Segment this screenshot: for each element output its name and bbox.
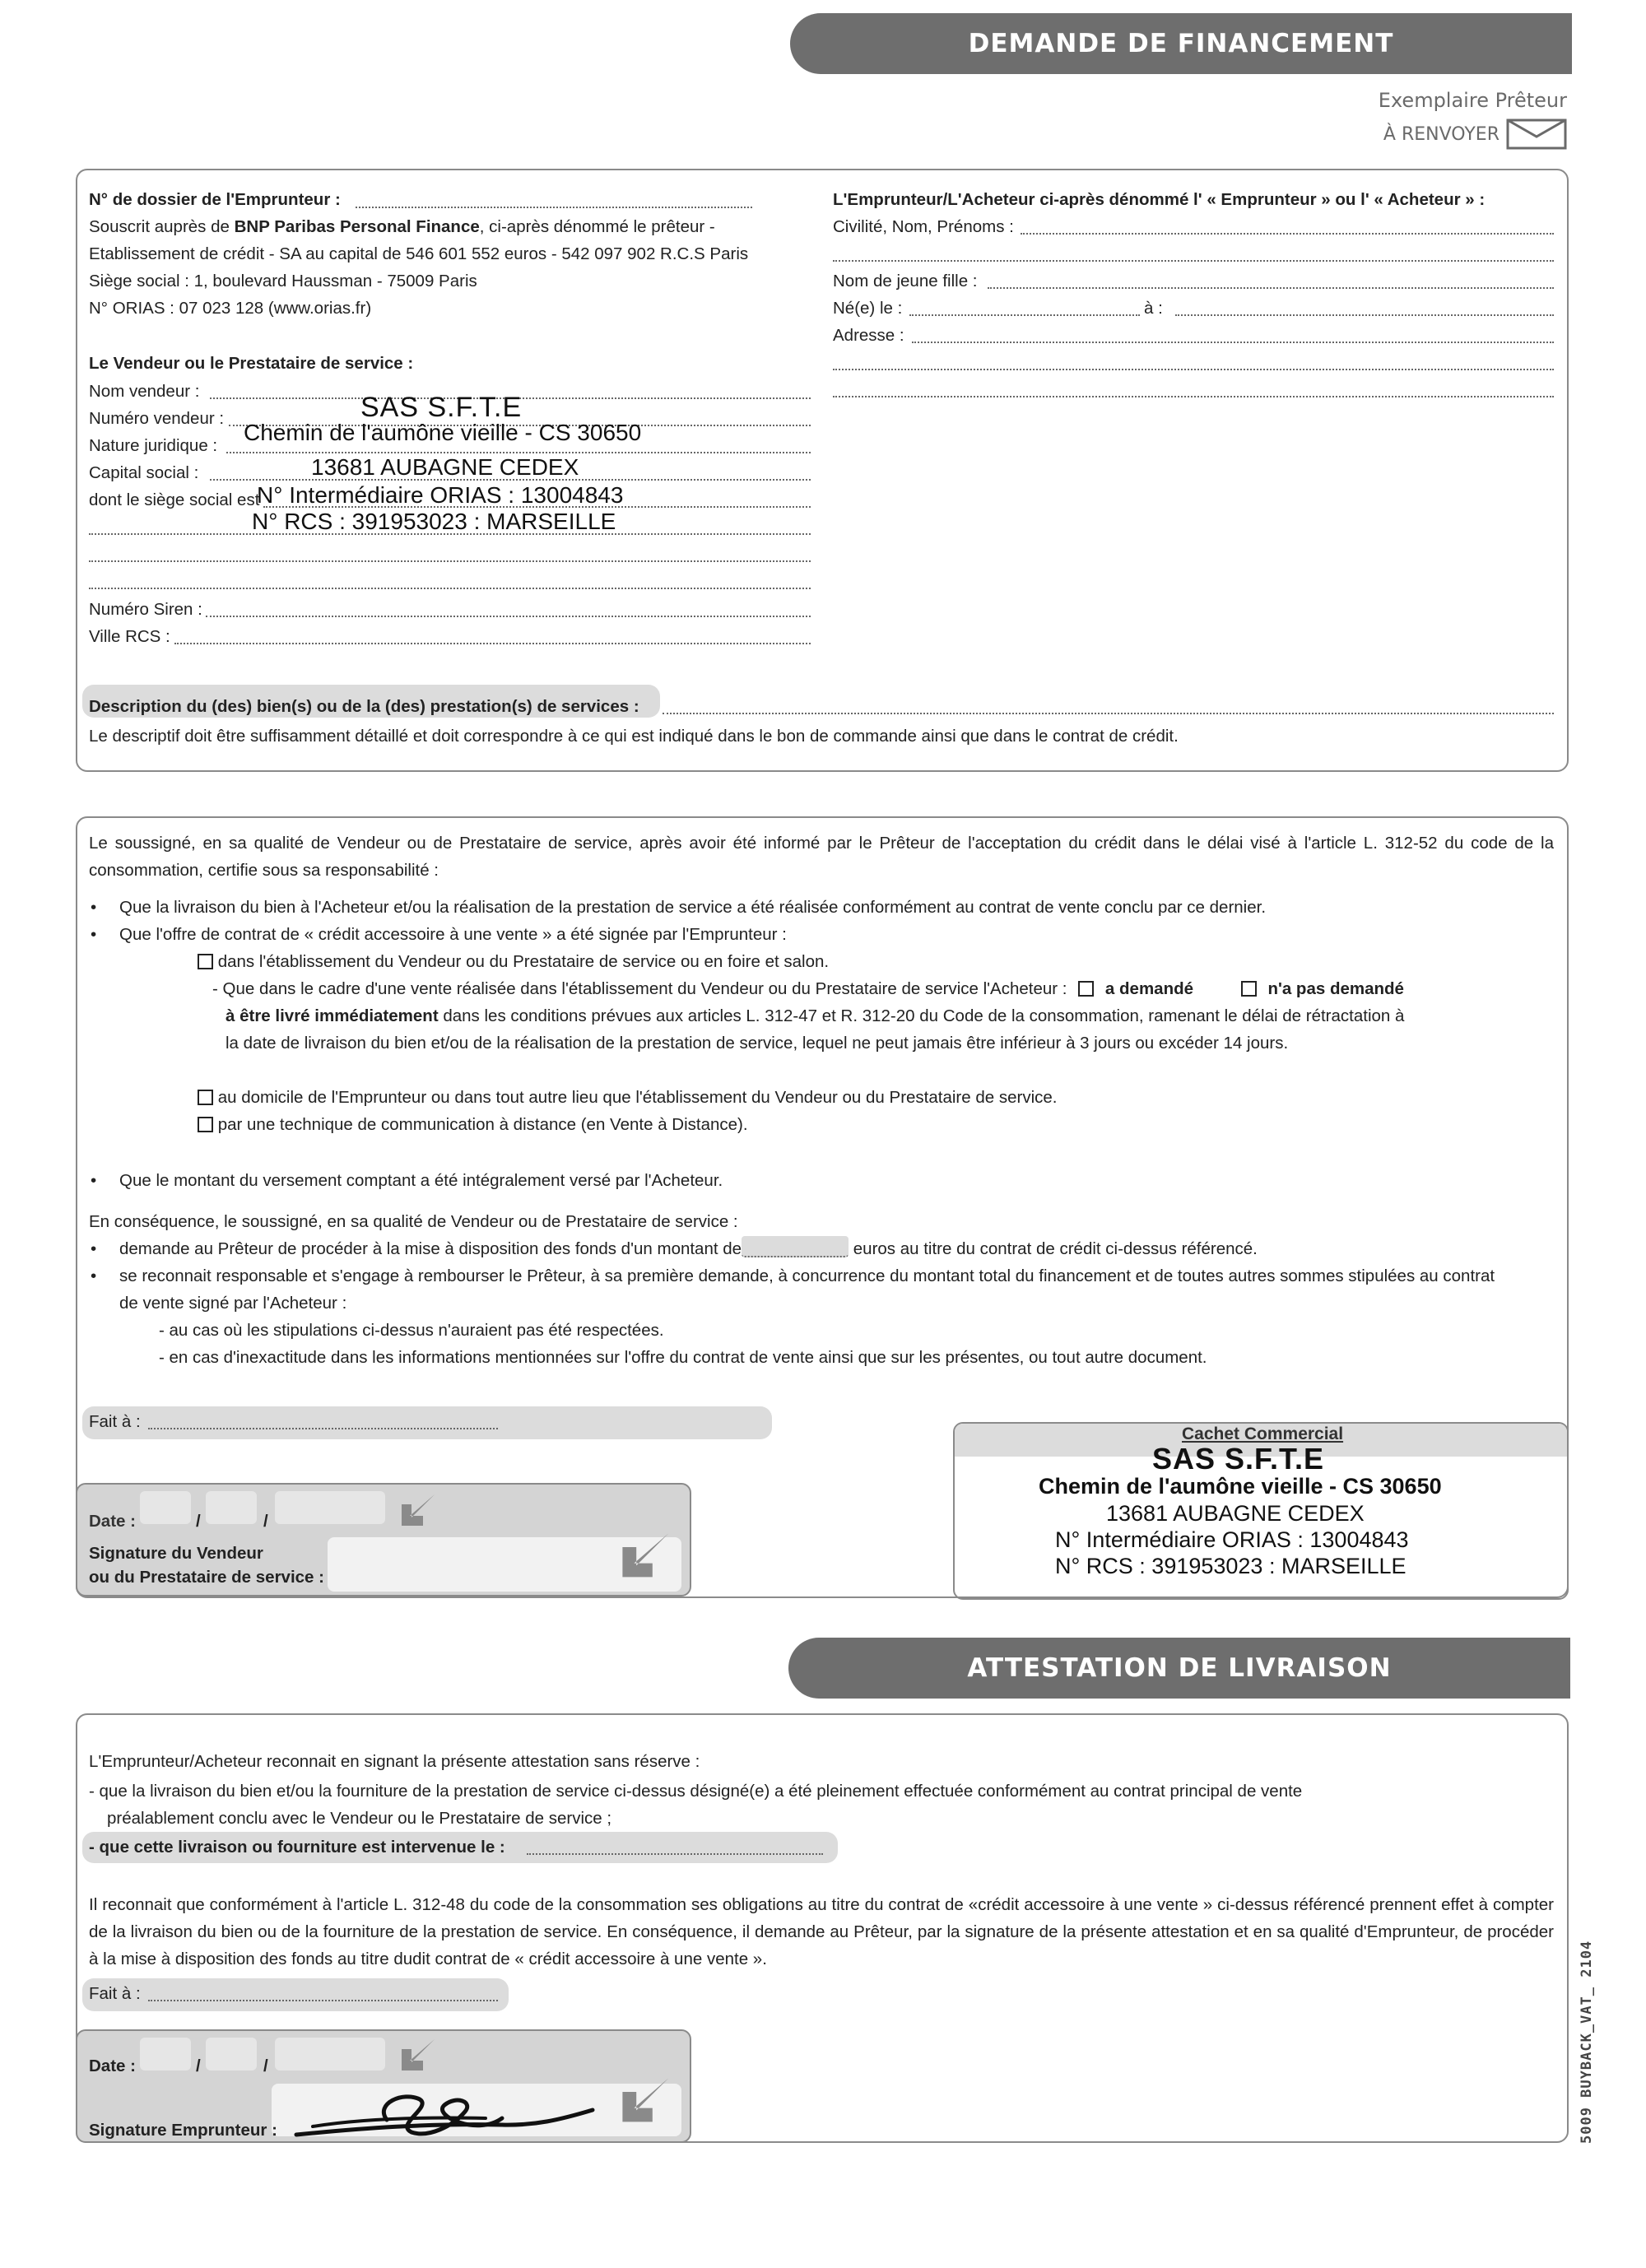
fait-a-emprunteur-highlight: [82, 1978, 509, 2011]
borrower-date-label: Date :: [89, 2057, 136, 2075]
fait-a-vendeur-field[interactable]: [148, 1428, 498, 1429]
exemplaire-label: Exemplaire Prêteur: [1378, 89, 1567, 112]
description-label: Description du (des) bien(s) ou de la (des) prestation(s) de services :: [89, 697, 639, 716]
renvoyer-label: À RENVOYER: [1383, 119, 1567, 150]
dossier-label: N° de dossier de l'Emprunteur :: [89, 190, 341, 209]
cachet-stamp-name: SAS S.F.T.E: [1152, 1442, 1325, 1476]
vendor-stamp-name: SAS S.F.T.E: [360, 392, 523, 423]
siren-field[interactable]: [206, 616, 811, 617]
vendor-date-year[interactable]: [275, 1491, 385, 1524]
ville-rcs-label: Ville RCS :: [89, 627, 170, 646]
siren-label: Numéro Siren :: [89, 600, 202, 619]
banner-title: DEMANDE DE FINANCEMENT: [968, 29, 1394, 58]
attestation-intro: L'Emprunteur/Acheteur reconnait en signant la présente attestation sans réserve :: [89, 1752, 700, 1771]
demande-financement-banner: [790, 13, 1572, 74]
siege-line-4: [89, 588, 811, 589]
siege-line-3: [89, 560, 811, 562]
livre-immediatement-line: à être livré immédiatement dans les conditions prévues aux articles L. 312-47 et R. 312-20 du Code de la consommation, ramenant le délai de rétractation à: [226, 1006, 1405, 1025]
livraison-date-field[interactable]: [527, 1853, 823, 1855]
civilite-field-2[interactable]: [833, 260, 1554, 262]
numero-vendeur-label: Numéro vendeur :: [89, 409, 225, 428]
vendor-stamp-orias: N° Intermédiaire ORIAS : 13004843: [257, 482, 624, 508]
a-label: à :: [1144, 299, 1163, 318]
civilite-field[interactable]: [1021, 233, 1554, 235]
checkbox-a-demande[interactable]: [1078, 981, 1094, 997]
lender-line2: Etablissement de crédit - SA au capital de 546 601 552 euros - 542 097 902 R.C.S Paris: [89, 244, 749, 263]
bullet-reconnait: • se reconnait responsable et s'engage à rembourser le Prêteur, à sa première demande, à concurrence du montant total du financement et de toutes autres sommes stipulées au contrat: [119, 1262, 1495, 1290]
attestation-paragraph: Il reconnait que conformément à l'article L. 312-48 du code de la consommation ses obligations au titre du contrat de «crédit accessoire à une vente » ci-dessus référencé prennent effet à compter de la livraison du bien ou de la fourniture de la prestation de service. En conséquence, il demande au Prêteur, par la signature de la présente attestation et en sa qualité d'Emprunteur, de procéder à la mise à disposition des fonds au titre dudit contrat de « crédit accessoire à une vente ».: [89, 1895, 1554, 1968]
vendor-date-day[interactable]: [140, 1491, 191, 1524]
vendor-stamp-city: 13681 AUBAGNE CEDEX: [311, 454, 579, 480]
jeune-fille-field[interactable]: [988, 287, 1554, 289]
lender-line4: N° ORIAS : 07 023 128 (www.orias.fr): [89, 299, 372, 318]
vendor-date-label: Date :: [89, 1512, 136, 1531]
attestation-item2: - que cette livraison ou fourniture est intervenue le :: [89, 1838, 505, 1857]
siege-social-label: dont le siège social est: [89, 490, 260, 509]
option-domicile[interactable]: au domicile de l'Emprunteur ou dans tout autre lieu que l'établissement du Vendeur ou du Prestataire de service.: [198, 1084, 1057, 1111]
envelope-icon: [1506, 119, 1567, 150]
cachet-stamp-orias: N° Intermédiaire ORIAS : 13004843: [1055, 1527, 1409, 1552]
cachet-stamp-address: Chemin de l'aumône vieille - CS 30650: [1039, 1474, 1442, 1499]
cachet-stamp-city: 13681 AUBAGNE CEDEX: [1106, 1501, 1365, 1526]
reconnait-line-2: de vente signé par l'Acheteur :: [119, 1294, 347, 1313]
borrower-date-month[interactable]: [206, 2038, 257, 2070]
bullet-versement: • Que le montant du versement comptant a été intégralement versé par l'Acheteur.: [119, 1167, 723, 1194]
checkbox-etablissement[interactable]: [198, 954, 213, 969]
handwritten-signature: [288, 2087, 601, 2145]
form-code: 5009 BUYBACK_VAT_ 2104: [1579, 1940, 1595, 2144]
arrow-down-left-icon: [616, 1524, 673, 1582]
attestation-livraison-banner: [788, 1638, 1570, 1699]
ne-le-label: Né(e) le :: [833, 299, 903, 318]
fait-a-vendeur-label: Fait à :: [89, 1412, 141, 1431]
vendor-stamp-rcs: N° RCS : 391953023 : MARSEILLE: [252, 509, 616, 534]
nature-juridique-label: Nature juridique :: [89, 436, 218, 455]
adresse-field-3[interactable]: [833, 396, 1554, 397]
vendor-signature-label: Signature du Vendeur ou du Prestataire de service :: [89, 1544, 324, 1587]
lender-line3: Siège social : 1, boulevard Haussman - 75009 Paris: [89, 272, 477, 290]
fait-a-emprunteur-field[interactable]: [148, 2000, 498, 2001]
description-note: Le descriptif doit être suffisamment détaillé et doit correspondre à ce qui est indiqué dans le bon de commande ainsi que dans le contrat de crédit.: [89, 727, 1179, 746]
delai-line: la date de livraison du bien et/ou de la réalisation de la prestation de service, lequel ne peut jamais être inférieur à 3 jours ou excéder 14 jours.: [226, 1034, 1289, 1053]
montant-field[interactable]: [742, 1236, 849, 1257]
date-slash: /: [196, 2057, 201, 2075]
vendor-date-month[interactable]: [206, 1491, 257, 1524]
adresse-field-2[interactable]: [833, 369, 1554, 370]
borrower-date-day[interactable]: [140, 2038, 191, 2070]
description-field[interactable]: [663, 713, 1554, 714]
ville-rcs-field[interactable]: [174, 643, 811, 644]
date-slash: /: [263, 1512, 268, 1531]
bullet-offre: • Que l'offre de contrat de « crédit accessoire à une vente » a été signée par l'Emprunteur :: [119, 921, 787, 948]
date-slash: /: [263, 2057, 268, 2075]
adresse-field[interactable]: [912, 342, 1554, 343]
arrow-down-left-icon: [397, 2033, 438, 2074]
fait-a-vendeur-highlight: [82, 1406, 772, 1439]
checkbox-domicile[interactable]: [198, 1090, 213, 1105]
vendor-stamp-address: Chemin de l'aumône vieille - CS 30650: [244, 420, 642, 445]
bullet-demande: • demande au Prêteur de procéder à la mise à disposition des fonds d'un montant de euros au titre du contrat de crédit ci-dessus référencé.: [119, 1235, 1258, 1262]
option-etablissement[interactable]: dans l'établissement du Vendeur ou du Prestataire de service ou en foire et salon.: [198, 948, 829, 975]
attestation-item1: - que la livraison du bien et/ou la fourniture de la prestation de service ci-dessus désigné(e) a été pleinement effectuée conformément au contrat principal de vente: [89, 1782, 1303, 1801]
cachet-label: Cachet Commercial: [1182, 1424, 1344, 1443]
civilite-label: Civilité, Nom, Prénoms :: [833, 217, 1014, 236]
date-slash: /: [196, 1512, 201, 1531]
jeune-fille-label: Nom de jeune fille :: [833, 272, 978, 290]
capital-social-label: Capital social :: [89, 463, 199, 482]
option-distance[interactable]: par une technique de communication à distance (en Vente à Distance).: [198, 1111, 748, 1138]
cas-inexactitude: - en cas d'inexactitude dans les informations mentionnées sur l'offre du contrat de vente ainsi que sur les présentes, ou tout autre document.: [159, 1348, 1207, 1367]
checkbox-distance[interactable]: [198, 1117, 213, 1132]
arrow-down-left-icon: [397, 1488, 438, 1529]
borrower-signature-label: Signature Emprunteur :: [89, 2121, 277, 2140]
cachet-stamp-rcs: N° RCS : 391953023 : MARSEILLE: [1055, 1554, 1407, 1578]
certification-intro: Le soussigné, en sa qualité de Vendeur ou de Prestataire de service, après avoir été informé par le Prêteur de l'acceptation du crédit dans le délai visé à l'article L. 312-52 du code de la consommation, certifie sous sa responsabilité :: [89, 834, 1554, 880]
nom-vendeur-label: Nom vendeur :: [89, 382, 200, 401]
fait-a-emprunteur-label: Fait à :: [89, 1984, 141, 2003]
adresse-label: Adresse :: [833, 326, 904, 345]
dossier-field[interactable]: [356, 207, 752, 208]
attestation-item1-cont: préalablement conclu avec le Vendeur ou le Prestataire de service ;: [107, 1809, 612, 1828]
arrow-down-left-icon: [616, 2069, 673, 2126]
lender-line1: Souscrit auprès de BNP Paribas Personal Finance, ci-après dénommé le prêteur -: [89, 217, 715, 236]
lieu-naissance-field[interactable]: [1175, 314, 1554, 316]
vendor-title: Le Vendeur ou le Prestataire de service :: [89, 354, 414, 373]
checkbox-na-pas-demande[interactable]: [1241, 981, 1257, 997]
bullet-livraison: • Que la livraison du bien à l'Acheteur et/ou la réalisation de la prestation de service a été réalisée conformément au contrat de vente conclu par ce dernier.: [119, 894, 1266, 921]
ne-le-field[interactable]: [909, 314, 1140, 316]
cas-stipulations: - au cas où les stipulations ci-dessus n'auraient pas été respectées.: [159, 1321, 664, 1340]
borrower-title: L'Emprunteur/L'Acheteur ci-après dénommé l' « Emprunteur » ou l' « Acheteur » :: [833, 190, 1486, 209]
vente-etablissement-line: - Que dans le cadre d'une vente réalisée dans l'établissement du Vendeur ou du Prestataire de service l'Acheteur : a demandé n'a pas demandé: [212, 979, 1404, 998]
attestation-banner-title: ATTESTATION DE LIVRAISON: [967, 1653, 1392, 1683]
consequence-line: En conséquence, le soussigné, en sa qualité de Vendeur ou de Prestataire de service :: [89, 1212, 738, 1231]
borrower-date-year[interactable]: [275, 2038, 385, 2070]
nature-juridique-field[interactable]: [226, 452, 811, 453]
